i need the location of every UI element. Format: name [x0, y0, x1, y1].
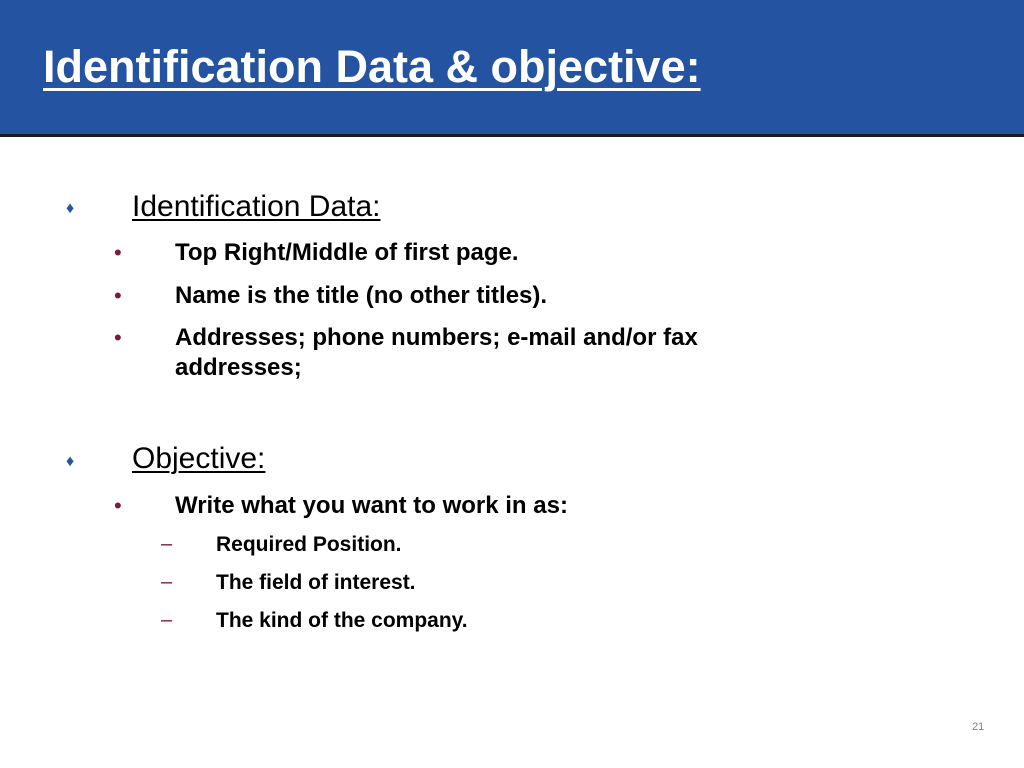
list-item-continuation: addresses;	[175, 354, 302, 381]
list-item: Name is the title (no other titles).	[175, 282, 548, 309]
list-item: Write what you want to work in as:	[175, 492, 568, 519]
slide-title: Identification Data & objective:	[43, 41, 701, 92]
diamond-bullet-icon: ♦	[66, 453, 75, 470]
page-number: 21	[972, 721, 985, 733]
dash-bullet-icon: –	[161, 533, 173, 555]
section-heading-identification: Identification Data:	[132, 190, 381, 223]
bullet-icon: •	[114, 493, 122, 518]
list-item: Top Right/Middle of first page.	[175, 239, 519, 266]
bullet-icon: •	[114, 240, 122, 265]
section-heading-objective: Objective:	[132, 442, 266, 475]
sub-list-item: Required Position.	[216, 533, 402, 556]
dash-bullet-icon: –	[161, 571, 173, 593]
sub-list-item: The field of interest.	[216, 571, 416, 594]
sub-list-item: The kind of the company.	[216, 609, 468, 632]
bullet-icon: •	[114, 283, 122, 308]
dash-bullet-icon: –	[161, 609, 173, 631]
bullet-icon: •	[114, 325, 122, 350]
list-item: Addresses; phone numbers; e-mail and/or fax	[175, 324, 698, 351]
diamond-bullet-icon: ♦	[66, 200, 75, 217]
